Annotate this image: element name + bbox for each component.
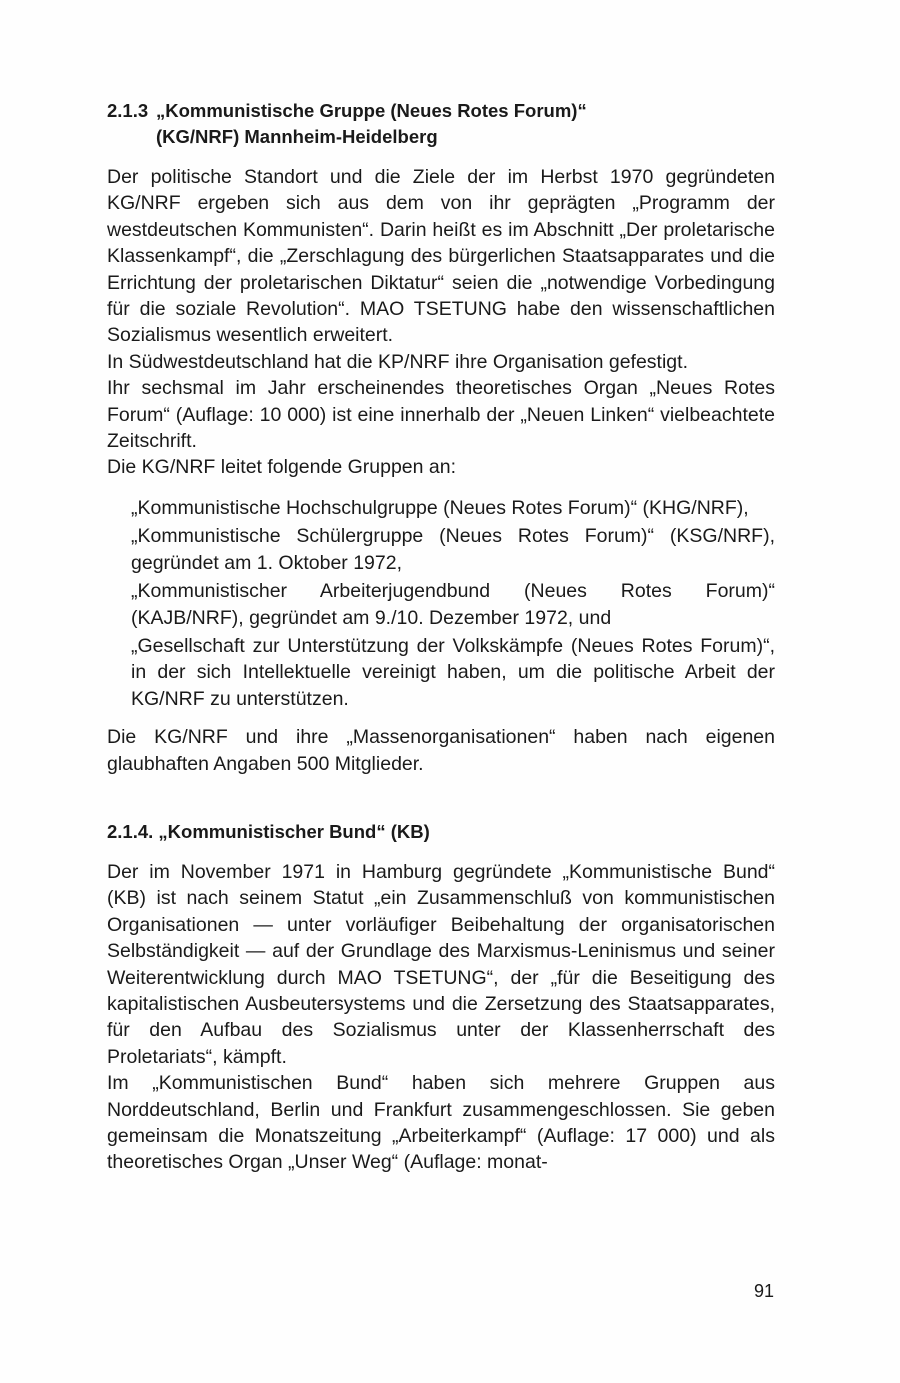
paragraph: Der im November 1971 in Hamburg gegründete „Kommunistische Bund“ (KB) ist nach seinem Statut „ein Zusammenschluß von kommunistischen Organisationen — unter vorläufiger Beibehaltung der organisatorischen Selbständigkeit — auf der Grundlage des Marxismus-Leninismus und seiner Weiterentwicklung durch MAO TSETUNG“, der „für die Beseitigung des kapitalistischen Ausbeutersystems und die Zersetzung des Staatsapparates, für den Aufbau des Sozialismus unter der Klassenherrschaft des Proletariats“, kämpft. [107, 860, 775, 1068]
group-list [131, 495, 775, 712]
paragraph: Die KG/NRF und ihre „Massenorganisationen“ haben nach eigenen glaubhaften Angaben 500 Mitglieder. [107, 726, 775, 775]
section-heading-2-1-4: 2.1.4. „Kommunistischer Bund“ (KB) [107, 820, 430, 842]
list-item: „Kommunistische Schülergruppe (Neues Rotes Forum)“ (KSG/NRF), gegründet am 1. Oktober 1972, [131, 525, 775, 574]
page-content [107, 98, 775, 1176]
paragraph: Im „Kommunistischen Bund“ haben sich mehrere Gruppen aus Norddeutschland, Berlin und Frankfurt zusammengeschlossen. Sie geben gemeinsam die Monatszeitung „Arbeiterkampf“ (Auflage: 17 000) und als theoretisches Organ „Unser Weg“ (Auflage: monat- [107, 1072, 775, 1174]
section-title-line-2: (KG/NRF) Mannheim-Heidelberg [156, 126, 438, 147]
list-item: „Gesellschaft zur Unterstützung der Volkskämpfe (Neues Rotes Forum)“, in der sich Intellektuelle vereinigt haben, um die politische Arbeit der KG/NRF zu unterstützen. [131, 634, 775, 710]
paragraph: Der politische Standort und die Ziele der im Herbst 1970 gegründeten KG/NRF ergeben sich aus dem von ihr geprägten „Programm der westdeutschen Kommunisten“. Darin heißt es im Abschnitt „Der proletarische Klassenkampf“, die „Zerschlagung des bürgerlichen Staatsapparates und die Errichtung der proletarischen Diktatur“ seien die „notwendige Vorbedingung für die soziale Revolution“. MAO TSETUNG habe den wissenschaftlichen Sozialismus wesentlich erweitert. [107, 166, 775, 347]
list-item: „Kommunistische Hochschulgruppe (Neues Rotes Forum)“ (KHG/NRF), [131, 496, 749, 519]
paragraph: Die KG/NRF leitet folgende Gruppen an: [107, 456, 457, 479]
paragraph: Ihr sechsmal im Jahr erscheinendes theoretisches Organ „Neues Rotes Forum“ (Auflage: 10 000) ist eine innerhalb der „Neuen Linken“ vielbeachtete Zeitschrift. [107, 377, 775, 453]
paragraph: In Südwestdeutschland hat die KP/NRF ihre Organisation gefestigt. [107, 350, 688, 373]
section-number: 2.1.3 [107, 100, 149, 121]
page-number: 91 [754, 1281, 775, 1301]
section-heading-2-1-3 [107, 98, 775, 150]
list-item: „Kommunistischer Arbeiterjugendbund (Neues Rotes Forum)“ (KAJB/NRF), gegründet am 9./10. Dezember 1972, und [131, 580, 775, 629]
section-title-line-1: „Kommunistische Gruppe (Neues Rotes Forum)“ [156, 100, 587, 121]
